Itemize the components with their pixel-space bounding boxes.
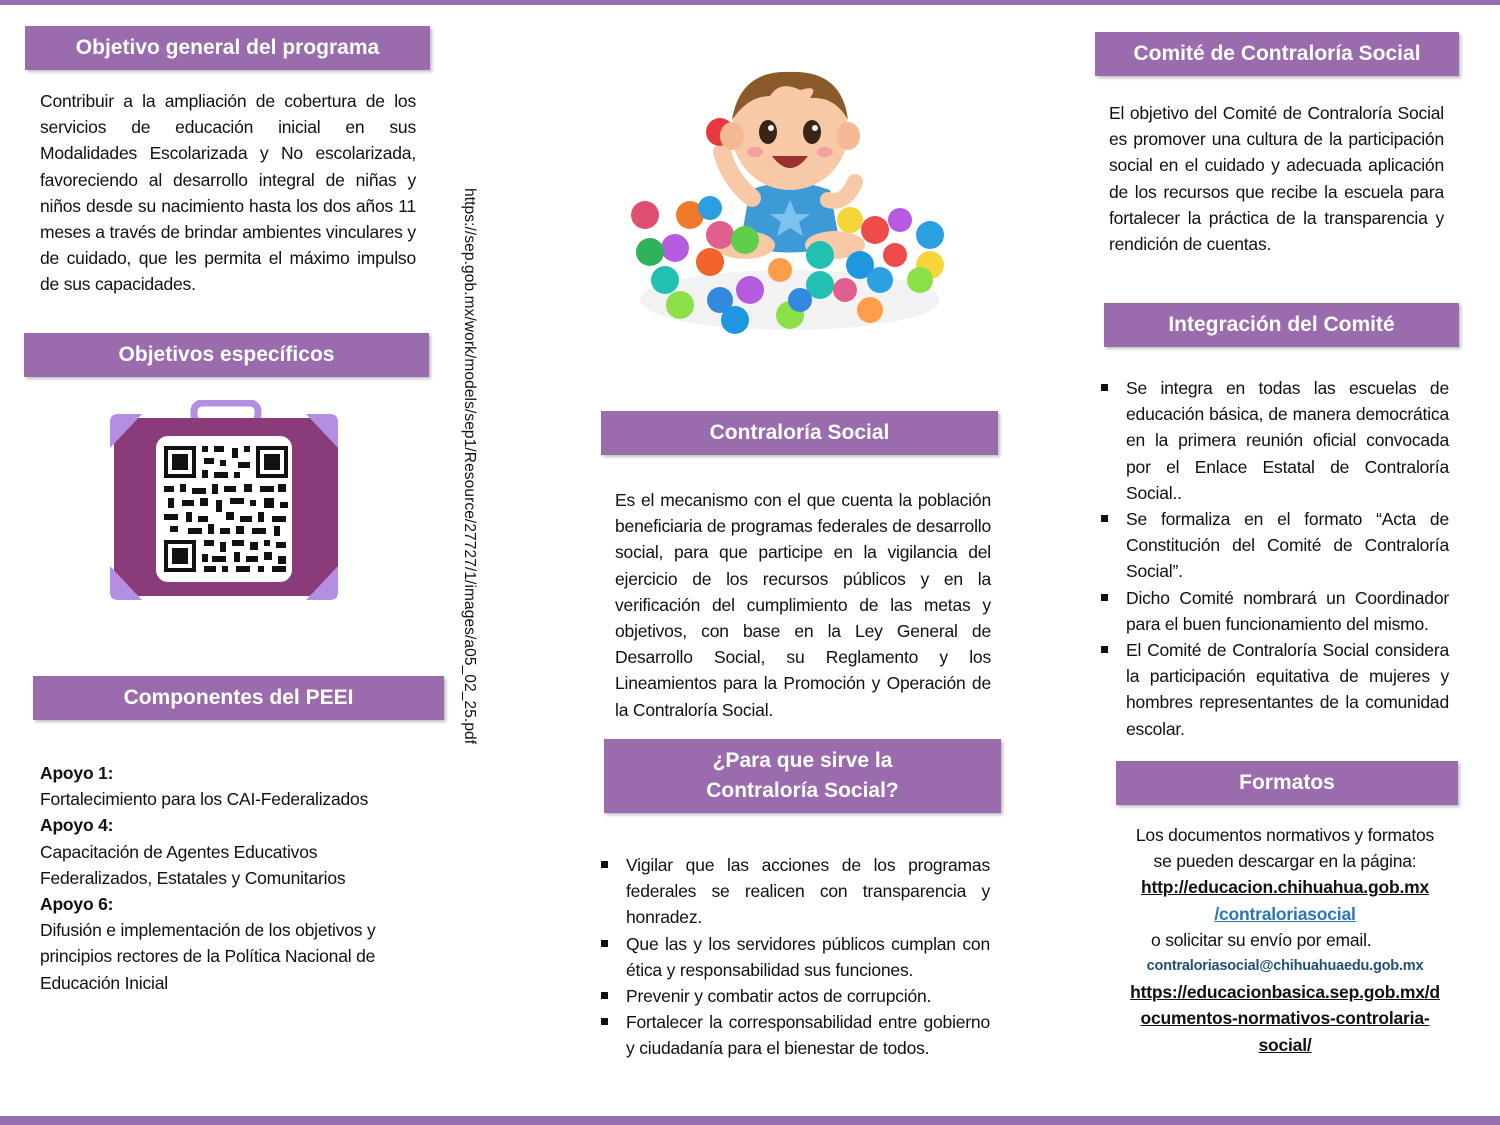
formatos-block [1110, 822, 1460, 1058]
list-item: Dicho Comité nombrará un Coordinador para el buen funcionamiento del mismo. [1098, 585, 1449, 637]
link-educacionbasica-line2[interactable]: ocumentos-normativos-controlaria- [1140, 1008, 1430, 1029]
apoyo-4-label: Apoyo 4 [40, 815, 108, 836]
link-educacionbasica-line1[interactable]: https://educacionbasica.sep.gob.mx/d [1130, 982, 1440, 1003]
list-item: Vigilar que las acciones de los programas federales se realicen con transparencia y honradez. [598, 852, 990, 931]
baby-with-balls-illustration [620, 40, 960, 350]
header-componentes [33, 676, 444, 720]
list-item: Fortalecer la corresponsabilidad entre gobierno y ciudadanía para el bienestar de todos. [598, 1009, 990, 1061]
apoyo-1: Apoyo 1: [40, 763, 114, 783]
header-comite [1095, 32, 1459, 76]
header-objetivo-general [25, 26, 430, 70]
qr-suitcase-icon [108, 400, 340, 602]
objetivo-general-text: Contribuir a la ampliación de cobertura de los servicios de educación inicial en sus Modalidades Escolarizada y No escolarizada, favoreciendo al desarrollo integral de niñas y niños desde su nacimiento hasta los dos años 11 meses a través de brindar ambientes vinculares y de cuidado, que les permita el máximo impulso de sus capacidades. [40, 91, 416, 295]
link-educacionbasica-line3[interactable]: social/ [1258, 1034, 1312, 1055]
header-comite-label: Comité de Contraloría Social [1133, 42, 1421, 65]
apoyo-6: Apoyo 6: [40, 894, 114, 915]
integracion-list [1098, 375, 1449, 742]
list-item: El Comité de Contraloría Social considera la participación equitativa de mujeres y hombres representantes de la comunidad escolar. [1098, 637, 1449, 742]
apoyo-4: Apoyo 4: [40, 815, 114, 836]
list-item: Se formaliza en el formato “Acta de Constitución del Comité de Contraloría Social”. [1098, 506, 1449, 585]
header-para-que-line1: ¿Para que sirve la [712, 749, 893, 772]
header-objetivo-general-label: Objetivo general del programa [75, 36, 380, 59]
comite-text: El objetivo del Comité de Contraloría Social es promover una cultura de la participación social en el cuidado y adecuada aplicación de los recursos que recibe la escuela para fortalecer la práctica de la transparencia y rendición de cuentas. [1109, 103, 1444, 255]
formatos-line1: Los documentos normativos y formatos [1135, 825, 1435, 845]
header-integracion-label: Integración del Comité [1168, 313, 1395, 336]
link-contraloriasocial[interactable]: /contraloriasocial [1214, 903, 1356, 924]
email-contraloriasocial[interactable]: contraloriasocial@chihuahuaedu.gob.mx [1146, 958, 1424, 975]
list-item: Se integra en todas las escuelas de educación básica, de manera democrática en la primera reunión oficial convocada por el Enlace Estatal de Contraloría Social.. [1098, 375, 1449, 506]
contraloria-social-text: Es el mecanismo con el que cuenta la población beneficiaria de programas federales de desarrollo social, para que participe en la vigilancia del ejercicio de los recursos públicos y en la verificación del cumplimiento de las metas y objetivos, con base en la Ley General de Desarrollo Social, su Reglamento y los Lineamientos para la Promoción y Operación de la Contraloría Social. [615, 490, 991, 720]
header-contraloria-social [601, 411, 998, 455]
formatos-line2: se pueden descargar en la página: [1153, 851, 1417, 872]
qr-code-icon [156, 436, 292, 582]
apoyos-list [40, 760, 420, 996]
header-para-que-line2: Contraloría Social? [706, 779, 899, 802]
list-item: Prevenir y combatir actos de corrupción. [598, 983, 990, 1009]
apoyo-6-label: Apoyo 6 [40, 894, 108, 915]
header-contraloria-social-label: Contraloría Social [709, 421, 890, 444]
apoyo-1-text: Fortalecimiento para los CAI-Federalizados [40, 789, 369, 810]
header-componentes-label: Componentes del PEEI [123, 686, 354, 709]
top-border [0, 0, 1500, 5]
vertical-source-url[interactable]: https://sep.gob.mx/work/models/sep1/Resource/27727/1/images/a05_02_25.pdf [461, 188, 478, 745]
list-item: Que las y los servidores públicos cumplan con ética y responsabilidad sus funciones. [598, 931, 990, 983]
apoyo-4-text: Capacitación de Agentes Educativos Federalizados, Estatales y Comunitarios [40, 841, 346, 888]
header-objetivos-especificos-label: Objetivos específicos [118, 343, 335, 366]
header-para-que-sirve [604, 739, 1001, 813]
header-formatos-label: Formatos [1239, 771, 1335, 794]
header-objetivos-especificos [24, 333, 429, 377]
apoyo-1-label: Apoyo 1 [40, 763, 108, 783]
link-educacion-chihuahua[interactable]: http://educacion.chihuahua.gob.mx [1141, 877, 1429, 898]
apoyo-6-text: Difusión e implementación de los objetivos y principios rectores de la Política Nacional de Educación Inicial [40, 920, 376, 993]
para-que-sirve-list [598, 852, 990, 1062]
bottom-border [0, 1116, 1500, 1125]
header-formatos [1116, 761, 1458, 805]
header-integracion [1104, 303, 1459, 347]
formatos-line3: o solicitar su envío por email. [1151, 929, 1372, 950]
